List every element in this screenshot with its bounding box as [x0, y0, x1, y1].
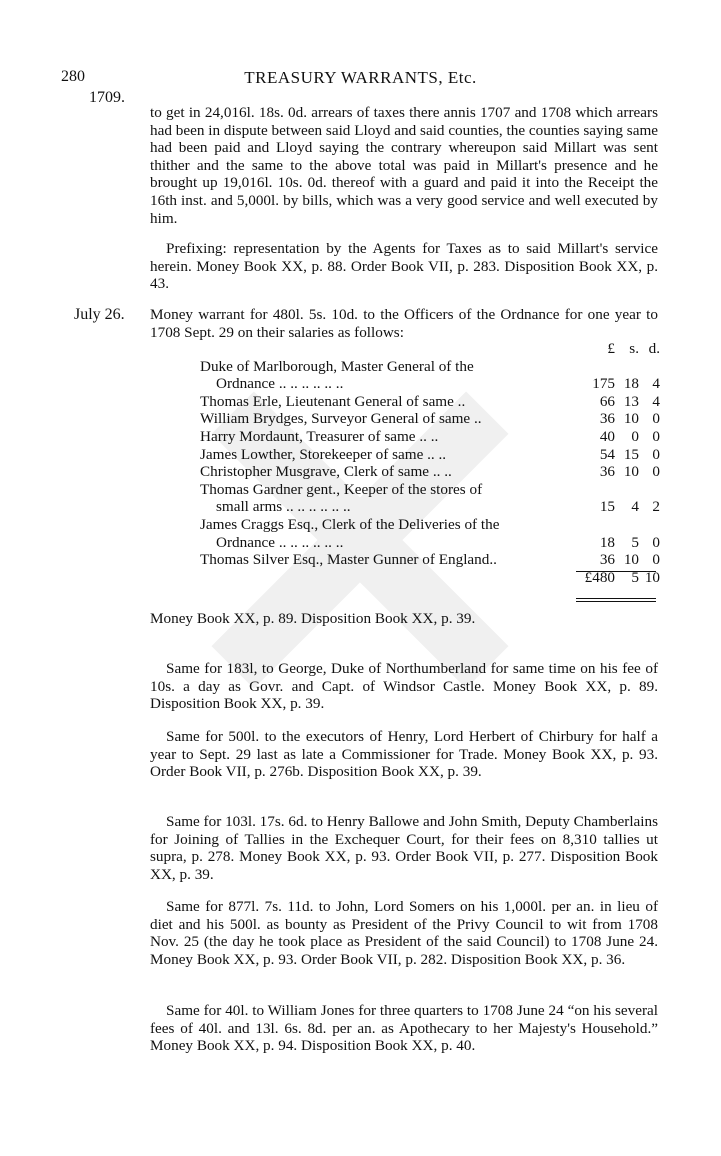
page-number: 280: [61, 68, 85, 85]
double-rule: [576, 598, 656, 599]
warrant-paragraph: Money warrant for 480l. 5s. 10d. to the Officers of the Ordnance for one year to 1708 Sept. 29 on their salaries as follows:: [150, 306, 658, 341]
pounds-cell: 15: [599, 498, 615, 516]
margin-date: July 26.: [74, 306, 125, 323]
pounds-header: £: [607, 340, 615, 357]
entry-paragraph: Same for 40l. to William Jones for three quarters to 1708 June 24 “on his several fees of 40l. and 13l. 6s. 8d. per an. as Apothecary to her Majesty's Household.” Money Book XX, p. 94. Disposition Book XX, p. 40.: [150, 1002, 658, 1055]
table-row: [200, 410, 660, 428]
column-headers: [200, 340, 660, 358]
table-row: [200, 358, 660, 393]
officer-name: Harry Mordaunt, Treasurer of same .. ..: [200, 427, 439, 445]
pence-header: d.: [648, 340, 660, 357]
prefixing-paragraph: Prefixing: representation by the Agents for Taxes as to said Millart's service herein. Money Book XX, p. 88. Order Book VII, p. 283. Disposition Book XX, p. 43.: [150, 240, 658, 293]
officer-name: Thomas Silver Esq., Master Gunner of England..: [200, 551, 497, 569]
pence-cell: 0: [652, 533, 660, 551]
pence-cell: 4: [652, 392, 660, 410]
pence-cell: 0: [652, 427, 660, 445]
officer-name: James Lowther, Storekeeper of same .. ..: [200, 445, 447, 463]
shillings-cell: 5: [631, 533, 639, 551]
pounds-cell: 66: [599, 392, 615, 410]
total-shillings: 5: [631, 568, 639, 586]
officer-name: Thomas Gardner gent., Keeper of the stores of: [200, 480, 483, 498]
officer-name: James Craggs Esq., Clerk of the Deliveries of the: [200, 515, 500, 533]
pence-cell: 2: [652, 498, 660, 516]
pence-cell: 0: [652, 445, 660, 463]
intro-paragraph: to get in 24,016l. 18s. 0d. arrears of taxes there annis 1707 and 1708 which arrears had been in dispute between said Lloyd and said counties, the counties saying same had been paid and Lloyd saying the contrary whereupon said Millart was sent thither and the same to the above total was paid in Millart's presence and he brought up 19,016l. 10s. 0d. thereof with a guard and paid it into the Receipt the 16th inst. and 5,000l. by bills, which was a very good service and well executed by him.: [150, 104, 658, 227]
entry-paragraph: Same for 183l, to George, Duke of Northumberland for same time on his fee of 10s. a day as Govr. and Capt. of Windsor Castle. Money Book XX, p. 89. Disposition Book XX, p. 39.: [150, 660, 658, 713]
table-row: [200, 551, 660, 569]
shillings-cell: 10: [623, 551, 639, 569]
double-rule: [576, 601, 656, 602]
shillings-cell: 10: [623, 410, 639, 428]
entry-paragraph: Same for 500l. to the executors of Henry, Lord Herbert of Chirbury for half a year to Sept. 29 last as late a Commissioner for Trade. Money Book XX, p. 93. Order Book VII, p. 276b. Disposition Book XX, p. 39.: [150, 728, 658, 781]
entry-paragraph: Same for 877l. 7s. 11d. to John, Lord Somers on his 1,000l. per an. in lieu of diet and his 500l. as bounty as President of the Privy Council to wit from 1708 Nov. 25 (the day he took place as President of the said Council) to 1708 June 24. Money Book XX, p. 93. Order Book VII, p. 282. Disposition Book XX, p. 36.: [150, 898, 658, 968]
shillings-cell: 15: [623, 445, 639, 463]
officer-name-cont: Ordnance .. .. .. .. .. ..: [216, 375, 344, 393]
pounds-cell: 18: [599, 533, 615, 551]
pounds-cell: 40: [599, 427, 615, 445]
salary-table: [200, 340, 660, 586]
shillings-cell: 0: [631, 427, 639, 445]
pence-cell: 0: [652, 551, 660, 569]
officer-name: Thomas Erle, Lieutenant General of same ..: [200, 392, 466, 410]
total-pounds: £480: [584, 568, 615, 586]
pence-cell: 0: [652, 463, 660, 481]
shillings-cell: 18: [623, 375, 639, 393]
table-row: [200, 516, 660, 551]
pounds-cell: 36: [599, 410, 615, 428]
shillings-cell: 4: [631, 498, 639, 516]
pounds-cell: 54: [599, 445, 615, 463]
officer-name: Christopher Musgrave, Clerk of same .. ..: [200, 463, 452, 481]
margin-year: 1709.: [89, 89, 125, 106]
pounds-cell: 36: [599, 551, 615, 569]
table-row: [200, 446, 660, 464]
pence-cell: 0: [652, 410, 660, 428]
table-row: [200, 481, 660, 516]
entry-paragraph: Same for 103l. 17s. 6d. to Henry Ballowe and John Smith, Deputy Chamberlains for Joining of Tallies in the Exchequer Court, for their fees on 8,310 tallies ut supra, p. 278. Money Book XX, p. 93. Order Book VII, p. 277. Disposition Book XX, p. 39.: [150, 813, 658, 883]
pounds-cell: 175: [592, 375, 615, 393]
pounds-cell: 36: [599, 463, 615, 481]
officer-name-cont: Ordnance .. .. .. .. .. ..: [216, 533, 344, 551]
total-pence: 10: [644, 568, 660, 586]
reference-line: Money Book XX, p. 89. Disposition Book XX, p. 39.: [150, 610, 476, 627]
officer-name: Duke of Marlborough, Master General of the: [200, 357, 474, 375]
officer-name-cont: small arms .. .. .. .. .. ..: [216, 498, 351, 516]
table-row: [200, 393, 660, 411]
shillings-header: s.: [629, 340, 639, 357]
table-row: [200, 463, 660, 481]
shillings-cell: 10: [623, 463, 639, 481]
pence-cell: 4: [652, 375, 660, 393]
total-rule: [576, 571, 656, 572]
table-row: [200, 428, 660, 446]
officer-name: William Brydges, Surveyor General of same ..: [200, 410, 482, 428]
shillings-cell: 13: [623, 392, 639, 410]
running-title: TREASURY WARRANTS, Etc.: [244, 68, 477, 87]
